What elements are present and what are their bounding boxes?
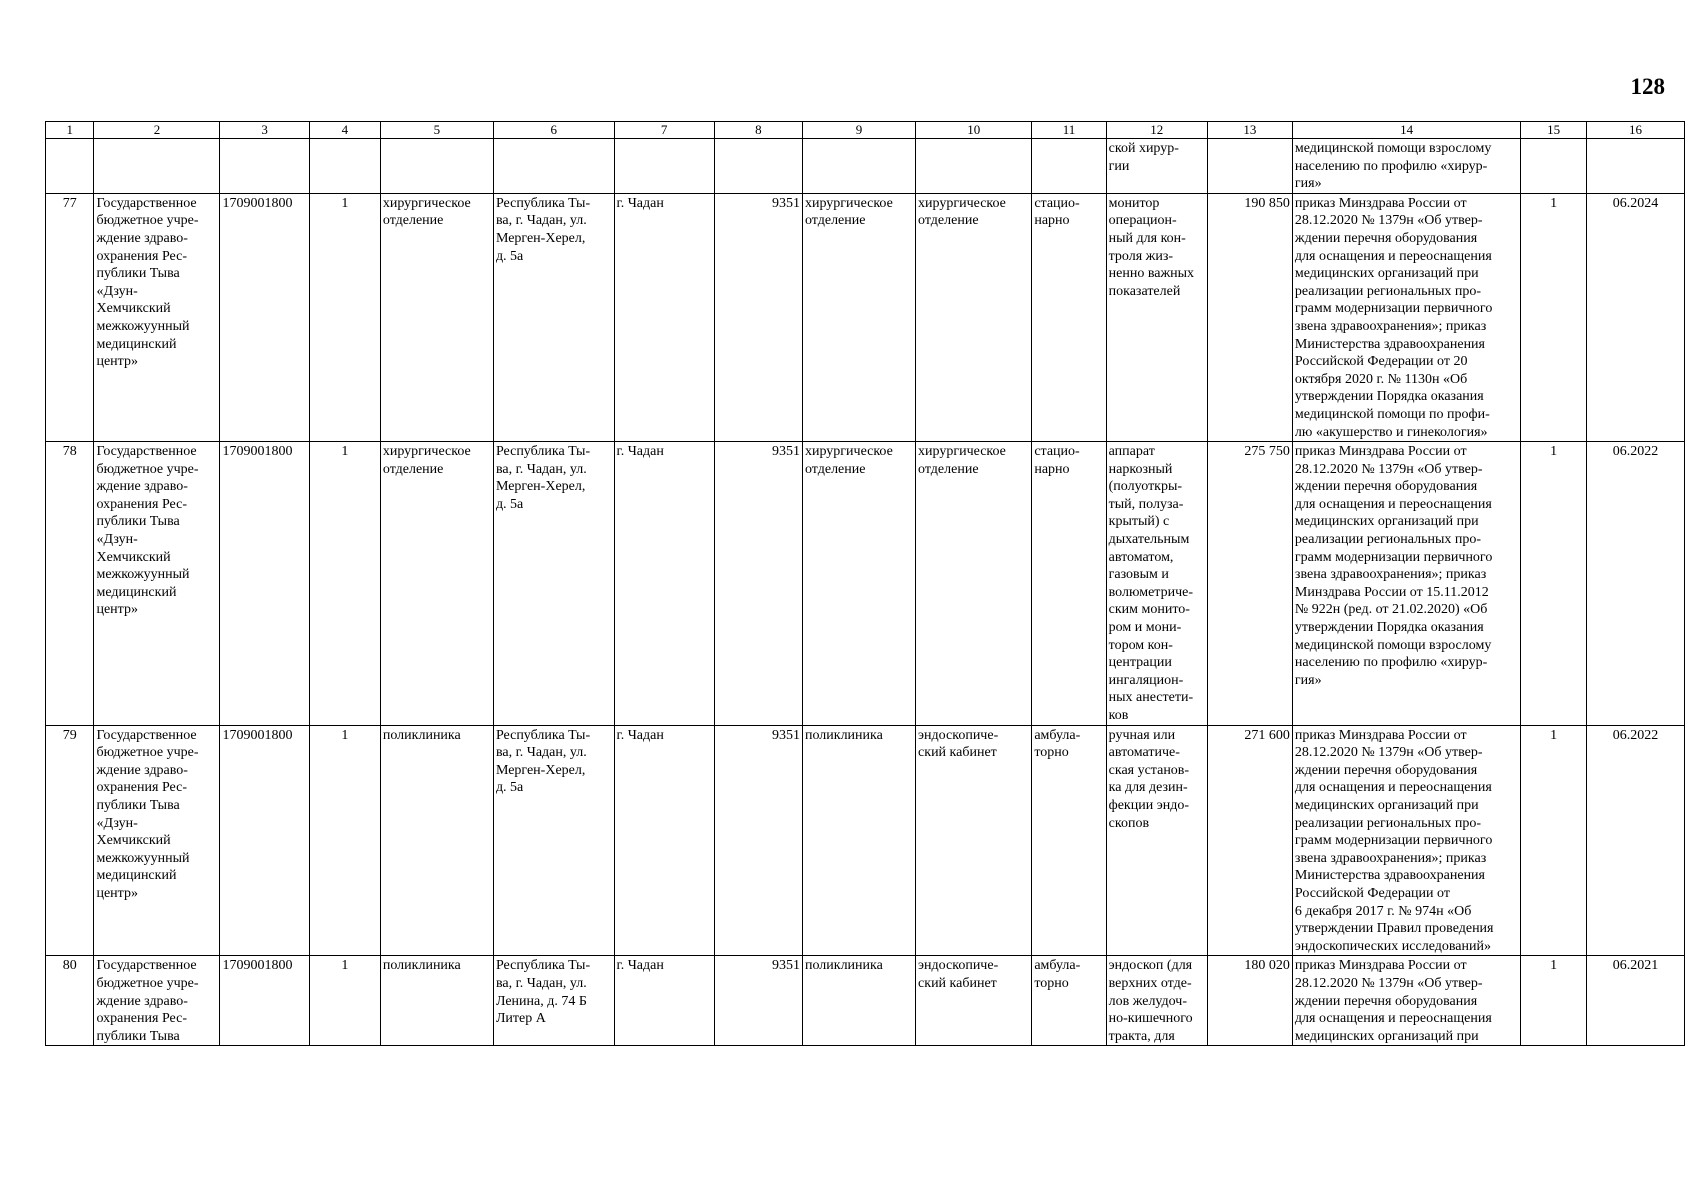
cell-line: ский кабинет [918, 975, 997, 991]
cell-line: Государственное [96, 195, 197, 211]
cell-line: тый, полуза- [1108, 496, 1184, 512]
cell-line: наркозный [1108, 461, 1173, 477]
cell-line: медицинский [96, 584, 177, 600]
cell [493, 139, 614, 194]
city-cell: г. Чадан [614, 193, 714, 441]
cell-line: приказ Минздрава России от [1294, 958, 1467, 974]
cell-line: населению по профилю «хирур- [1294, 158, 1488, 174]
cell-line: реализации региональных про- [1294, 283, 1482, 299]
cell-line: «Дзун- [96, 283, 138, 299]
care-mode-cell [1032, 193, 1106, 441]
cell-line: бюджетное учре- [96, 213, 199, 229]
column-number: 13 [1207, 122, 1292, 139]
column-4-cell: 1 [309, 442, 380, 726]
cell-line: медицинских организаций при [1294, 797, 1479, 813]
cell-line: поликлиника [382, 958, 461, 974]
cell-line: охранения Рес- [96, 496, 187, 512]
cell-line: Республика Ты- [495, 195, 591, 211]
cell-line: Государственное [96, 958, 197, 974]
cell-line: ждение здраво- [96, 479, 188, 495]
code-cell: 9351 [714, 442, 802, 726]
cell-line: отделение [918, 213, 979, 229]
quantity-cell: 1 [1521, 956, 1587, 1046]
cell-line: показателей [1108, 283, 1181, 299]
cell-line: Литер А [495, 1011, 546, 1027]
cell-line: ный для кон- [1108, 230, 1186, 246]
cell [46, 139, 94, 194]
column-number-row [46, 122, 1685, 139]
equipment-cell [1106, 193, 1207, 441]
cell-line: отделение [382, 213, 444, 229]
cell-line: Минздрава России от 15.11.2012 [1294, 584, 1489, 600]
cell-line: эндоскопиче- [918, 958, 999, 974]
cell-line: хирургическое [918, 195, 1006, 211]
organization-cell [94, 442, 220, 726]
address-cell [493, 956, 614, 1046]
cell-line: стацио- [1034, 444, 1080, 460]
cell-line: медицинских организаций при [1294, 266, 1479, 282]
cell-line: поликлиника [804, 958, 883, 974]
code-cell: 9351 [714, 725, 802, 956]
cell-line: № 922н (ред. от 21.02.2020) «Об [1294, 602, 1488, 618]
care-mode-cell [1032, 725, 1106, 956]
table-row [46, 193, 1685, 441]
cell-line: 6 декабря 2017 г. № 974н «Об [1294, 903, 1472, 919]
cell-line: медицинской помощи по профи- [1294, 406, 1490, 422]
cell-line: ждении перечня оборудования [1294, 230, 1478, 246]
cell-line: верхних отде- [1108, 975, 1192, 991]
column-4-cell: 1 [309, 193, 380, 441]
cell-line: Мерген-Херел, [495, 479, 586, 495]
cell-line: лю «акушерство и гинекология» [1294, 424, 1488, 440]
cell-line: 28.12.2020 № 1379н «Об утвер- [1294, 461, 1483, 477]
table-body [46, 122, 1685, 1046]
cell-line: Российской Федерации от [1294, 885, 1450, 901]
equipment-registry-table [45, 121, 1685, 1046]
column-number: 10 [916, 122, 1032, 139]
quantity-cell: 1 [1521, 442, 1587, 726]
cell-line: отделение [804, 461, 866, 477]
cell-line: Министерства здравоохранения [1294, 868, 1485, 884]
page-number: 128 [1630, 74, 1665, 99]
cost-cell: 271 600 [1207, 725, 1292, 956]
inn-cell: 1709001800 [220, 193, 309, 441]
cell-line: для оснащения и переоснащения [1294, 1011, 1492, 1027]
cell [1207, 139, 1292, 194]
legal-basis-cell [1292, 956, 1520, 1046]
cell [220, 139, 309, 194]
cost-cell: 275 750 [1207, 442, 1292, 726]
cell-line: медицинской помощи взрослому [1294, 637, 1492, 653]
cell-line: Ленина, д. 74 Б [495, 993, 587, 1009]
cell-line: звена здравоохранения»; приказ [1294, 850, 1487, 866]
cell-line: центрации [1108, 655, 1172, 671]
cell-line: эндоскоп (для [1108, 958, 1193, 974]
cell-line: дыхательным [1108, 532, 1190, 548]
cell-line: реализации региональных про- [1294, 815, 1482, 831]
cell-line: Республика Ты- [495, 727, 591, 743]
cell-line: для оснащения и переоснащения [1294, 248, 1492, 264]
cell-line: волюметриче- [1108, 584, 1194, 600]
column-number: 15 [1521, 122, 1587, 139]
cell-line: утверждении Порядка оказания [1294, 389, 1484, 405]
cell-line: газовым и [1108, 567, 1169, 583]
cell-line: 28.12.2020 № 1379н «Об утвер- [1294, 975, 1483, 991]
column-number: 12 [1106, 122, 1207, 139]
cell-line: для оснащения и переоснащения [1294, 496, 1492, 512]
cell-line: ва, г. Чадан, ул. [495, 975, 587, 991]
column-number: 1 [46, 122, 94, 139]
cell-line: «Дзун- [96, 815, 138, 831]
cell-line: ждение здраво- [96, 230, 188, 246]
column-number: 8 [714, 122, 802, 139]
cell [94, 139, 220, 194]
cell-line: грамм модернизации первичного [1294, 833, 1493, 849]
cell-line: скопов [1108, 815, 1150, 831]
cell-line: бюджетное учре- [96, 745, 199, 761]
cell-line: грамм модернизации первичного [1294, 301, 1493, 317]
equipment-cell [1106, 956, 1207, 1046]
cell-line: октября 2020 г. № 1130н «Об [1294, 371, 1468, 387]
cell-line: Государственное [96, 727, 197, 743]
column-number: 3 [220, 122, 309, 139]
column-10-cell [916, 956, 1032, 1046]
organization-cell [94, 956, 220, 1046]
cell-line: звена здравоохранения»; приказ [1294, 318, 1487, 334]
cell-line: троля жиз- [1108, 248, 1174, 264]
cell-line: хирургическое [918, 444, 1006, 460]
column-10-cell [916, 193, 1032, 441]
cell-line: утверждении Порядка оказания [1294, 620, 1484, 636]
cell-line: но-кишечного [1108, 1011, 1193, 1027]
cell-line: тором кон- [1108, 637, 1173, 653]
column-number: 7 [614, 122, 714, 139]
address-cell [493, 193, 614, 441]
inn-cell: 1709001800 [220, 442, 309, 726]
cell-line: межкожуунный [96, 850, 190, 866]
cont-basis-cell [1292, 139, 1520, 194]
cell-line: охранения Рес- [96, 248, 187, 264]
cell [1032, 139, 1106, 194]
cell-line: ва, г. Чадан, ул. [495, 461, 587, 477]
cell-line: звена здравоохранения»; приказ [1294, 567, 1487, 583]
cell-line: «Дзун- [96, 532, 138, 548]
care-mode-cell [1032, 956, 1106, 1046]
continuation-row [46, 139, 1685, 194]
cell-line: ручная или [1108, 727, 1176, 743]
organization-cell [94, 193, 220, 441]
cell [614, 139, 714, 194]
legal-basis-cell [1292, 193, 1520, 441]
cell-line: отделение [804, 213, 866, 229]
unit-cell [380, 193, 493, 441]
cell-line: медицинский [96, 336, 177, 352]
address-cell [493, 442, 614, 726]
cell-line: лов желудоч- [1108, 993, 1188, 1009]
cell-line: ингаляцион- [1108, 672, 1184, 688]
cell-line: ков [1108, 708, 1129, 723]
cell-line: торно [1034, 975, 1069, 991]
cost-cell: 190 850 [1207, 193, 1292, 441]
cell-line: монитор [1108, 195, 1160, 211]
inn-cell: 1709001800 [220, 956, 309, 1046]
organization-cell [94, 725, 220, 956]
legal-basis-cell [1292, 442, 1520, 726]
cell-line: центр» [96, 885, 138, 901]
cell-line: отделение [918, 461, 979, 477]
cell-line: 28.12.2020 № 1379н «Об утвер- [1294, 745, 1483, 761]
cell-line: Республика Ты- [495, 444, 591, 460]
column-10-cell [916, 725, 1032, 956]
quantity-cell: 1 [1521, 193, 1587, 441]
date-cell: 06.2024 [1586, 193, 1684, 441]
cell-line: Республика Ты- [495, 958, 591, 974]
inn-cell: 1709001800 [220, 725, 309, 956]
cell-line: д. 5а [495, 496, 524, 512]
cell [309, 139, 380, 194]
column-number: 6 [493, 122, 614, 139]
cell-line: отделение [382, 461, 444, 477]
cell-line: для оснащения и переоснащения [1294, 780, 1492, 796]
quantity-cell: 1 [1521, 725, 1587, 956]
cell-line: ром и мони- [1108, 620, 1182, 636]
cell-line: медицинских организаций при [1294, 514, 1479, 530]
cell-line: населению по профилю «хирур- [1294, 655, 1488, 671]
cell-line: тракта, для [1108, 1028, 1175, 1044]
city-cell: г. Чадан [614, 442, 714, 726]
cell-line: поликлиника [382, 727, 461, 743]
cell-line: ждение здраво- [96, 993, 188, 1009]
column-9-cell [802, 442, 915, 726]
cell [380, 139, 493, 194]
row-number-cell: 79 [46, 725, 94, 956]
column-4-cell: 1 [309, 725, 380, 956]
unit-cell [380, 956, 493, 1046]
cell-line: автоматом, [1108, 549, 1174, 565]
cell-line: центр» [96, 602, 138, 618]
cell-line: ждении перечня оборудования [1294, 479, 1478, 495]
cell-line: ская установ- [1108, 762, 1190, 778]
cell [1521, 139, 1587, 194]
cell-line: приказ Минздрава России от [1294, 444, 1467, 460]
cell-line: фекции эндо- [1108, 797, 1189, 813]
column-number: 11 [1032, 122, 1106, 139]
cell-line: амбула- [1034, 727, 1081, 743]
cell-line: центр» [96, 354, 138, 370]
cell [714, 139, 802, 194]
cell-line: Российской Федерации от 20 [1294, 354, 1468, 370]
city-cell: г. Чадан [614, 725, 714, 956]
cell-line: гия» [1294, 672, 1322, 688]
row-number-cell: 80 [46, 956, 94, 1046]
cell-line: 28.12.2020 № 1379н «Об утвер- [1294, 213, 1483, 229]
cell-line: амбула- [1034, 958, 1081, 974]
code-cell: 9351 [714, 956, 802, 1046]
cell-line: бюджетное учре- [96, 975, 199, 991]
cell-line: поликлиника [804, 727, 883, 743]
cell-line: Хемчикский [96, 833, 171, 849]
cell-line: ненно важных [1108, 266, 1195, 282]
column-number: 5 [380, 122, 493, 139]
cell-line: нарно [1034, 213, 1070, 229]
cell-line: реализации региональных про- [1294, 532, 1482, 548]
cell-line: публики Тыва [96, 514, 180, 530]
address-cell [493, 725, 614, 956]
cell-line: межкожуунный [96, 318, 190, 334]
cell-line: Хемчикский [96, 549, 171, 565]
date-cell: 06.2022 [1586, 442, 1684, 726]
care-mode-cell [1032, 442, 1106, 726]
cell-line: Государственное [96, 444, 197, 460]
cell-line: ждении перечня оборудования [1294, 762, 1478, 778]
cell-line: гии [1108, 158, 1130, 174]
row-number-cell: 77 [46, 193, 94, 441]
date-cell: 06.2021 [1586, 956, 1684, 1046]
cell-line: Мерген-Херел, [495, 230, 586, 246]
column-9-cell [802, 956, 915, 1046]
cell-line: охранения Рес- [96, 1011, 187, 1027]
cell-line: автоматиче- [1108, 745, 1180, 761]
cell-line: ждение здраво- [96, 762, 188, 778]
cell-line: ва, г. Чадан, ул. [495, 745, 587, 761]
cell-line: ским монито- [1108, 602, 1190, 618]
cell-line: ждении перечня оборудования [1294, 993, 1478, 1009]
cell-line: эндоскопиче- [918, 727, 999, 743]
cell-line: ва, г. Чадан, ул. [495, 213, 587, 229]
cell-line: медицинской помощи взрослому [1294, 141, 1492, 156]
equipment-cell [1106, 442, 1207, 726]
cell-line: крытый) с [1108, 514, 1170, 530]
cell-line: стацио- [1034, 195, 1080, 211]
cell-line: д. 5а [495, 780, 524, 796]
cell-line: хирургическое [382, 444, 471, 460]
cell-line: хирургическое [382, 195, 471, 211]
cell-line: приказ Минздрава России от [1294, 727, 1467, 743]
cell-line: эндоскопических исследований» [1294, 938, 1491, 954]
column-number: 16 [1586, 122, 1684, 139]
cell-line: хирургическое [804, 195, 893, 211]
cell-line: публики Тыва [96, 797, 180, 813]
table-row [46, 725, 1685, 956]
cost-cell: 180 020 [1207, 956, 1292, 1046]
cell [802, 139, 915, 194]
cell-line: Министерства здравоохранения [1294, 336, 1485, 352]
cell-line: публики Тыва [96, 1028, 180, 1044]
table-row [46, 442, 1685, 726]
cell-line: гия» [1294, 176, 1322, 192]
cell [1586, 139, 1684, 194]
cell-line: приказ Минздрава России от [1294, 195, 1467, 211]
cell-line: медицинских организаций при [1294, 1028, 1479, 1044]
code-cell: 9351 [714, 193, 802, 441]
cell-line: д. 5а [495, 248, 524, 264]
unit-cell [380, 442, 493, 726]
table-row [46, 956, 1685, 1046]
cell-line: ных анестети- [1108, 690, 1194, 706]
cell-line: нарно [1034, 461, 1070, 477]
column-9-cell [802, 193, 915, 441]
cell-line: аппарат [1108, 444, 1155, 460]
cell-line: ской хирур- [1108, 141, 1179, 156]
cell-line: ский кабинет [918, 745, 997, 761]
cell-line: Мерген-Херел, [495, 762, 586, 778]
cell-line: ка для дезин- [1108, 780, 1188, 796]
cell-line: охранения Рес- [96, 780, 187, 796]
cell-line: утверждении Правил проведения [1294, 921, 1494, 937]
column-number: 9 [802, 122, 915, 139]
column-number: 4 [309, 122, 380, 139]
column-number: 14 [1292, 122, 1520, 139]
cell-line: медицинский [96, 868, 177, 884]
column-number: 2 [94, 122, 220, 139]
cell-line: (полуоткры- [1108, 479, 1183, 495]
city-cell: г. Чадан [614, 956, 714, 1046]
cell-line: хирургическое [804, 444, 893, 460]
legal-basis-cell [1292, 725, 1520, 956]
cont-equipment-cell [1106, 139, 1207, 194]
equipment-cell [1106, 725, 1207, 956]
column-9-cell [802, 725, 915, 956]
unit-cell [380, 725, 493, 956]
row-number-cell: 78 [46, 442, 94, 726]
cell-line: операцион- [1108, 213, 1177, 229]
cell-line: торно [1034, 745, 1069, 761]
cell [916, 139, 1032, 194]
column-4-cell: 1 [309, 956, 380, 1046]
cell-line: межкожуунный [96, 567, 190, 583]
cell-line: грамм модернизации первичного [1294, 549, 1493, 565]
cell-line: бюджетное учре- [96, 461, 199, 477]
cell-line: публики Тыва [96, 266, 180, 282]
cell-line: Хемчикский [96, 301, 171, 317]
column-10-cell [916, 442, 1032, 726]
date-cell: 06.2022 [1586, 725, 1684, 956]
